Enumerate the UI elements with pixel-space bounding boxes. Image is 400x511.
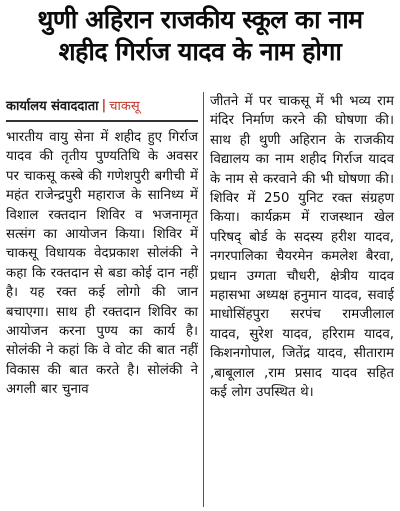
article-columns <box>6 92 394 507</box>
headline-line-2: शहीद गिर्राज यादव के नाम होगा <box>58 37 342 66</box>
headline <box>6 4 394 68</box>
article-column-left <box>6 92 204 507</box>
article-body-right: जीतने में पर चाकसू में भी भव्य राम मंदिर निर्माण करने की घोषणा की। साथ ही थुणी अहिरान के राजकीय विद्यालय का नाम शहीद गिर्राज यादव के नाम से करवाने की भी घोषणा की। शिविर में 250 युनिट रक्त संग्रहण किया। कार्यक्रम में राजस्थान खेल परिषद् बोर्ड के सदस्य हरीश यादव, नगरपालिका चैयरमेन कमलेश बैरवा, प्रधान उग्गता चौधरी, क्षेत्रीय यादव महासभा अध्यक्ष हनुमान यादव, सवाई माधोसिंहपुरा सरपंच रामजीलाल यादव, सुरेश यादव, हरिराम यादव, किशनगोपाल, जितेंद्र यादव, सीताराम ,बाबूलाल ,राम प्रसाद यादव सहित कई लोग उपस्थित थे। <box>210 94 394 401</box>
article-body-left: भारतीय वायु सेना में शहीद हुए गिर्राज यादव की तृतीय पुण्यतिथि के अवसर पर चाकसू कस्बे की गणेशपुरी बगीची में महंत राजेन्द्रपुरी महाराज के सानिध्य में विशाल रक्तदान शिविर व भजनामृत सत्संग का आयोजन किया। शिविर में चाकसू विधायक वेदप्रकाश सोलंकी ने कहा कि रक्तदान से बडा कोई दान नहीं है। यह रक्त कई लोगो की जान बचाएगा। साथ ही रक्तदान शिविर का आयोजन करना पुण्य का कार्य है। सोलंकी ने कहां कि वे वोट की बात नहीं विकास की बात करते है। सोलंकी ने अगली बार चुनाव <box>6 130 198 398</box>
byline <box>6 92 198 122</box>
byline-separator: | <box>101 97 107 113</box>
byline-desk: कार्यालय संवाददाता <box>6 99 99 114</box>
byline-location: चाकसू <box>109 99 140 114</box>
article-column-right <box>204 92 394 507</box>
headline-line-1: थुणी अहिरान राजकीय स्कूल का नाम <box>37 5 363 34</box>
